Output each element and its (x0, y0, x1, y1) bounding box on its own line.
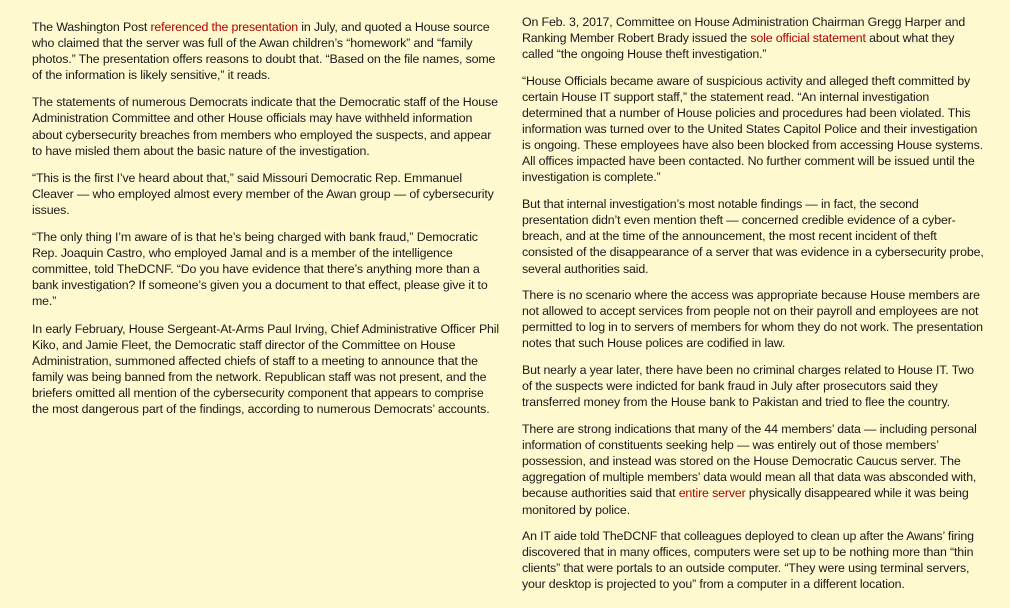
text-segment: There are strong indications that many of the 44 members’ data — including personal information of constituents seeking help — was entirely out of those members’ possession, and instead was stored on the House Democratic Caucus server. The aggregation of multiple members’ data would mean all that data was absconded with, because authorities said that (522, 422, 977, 501)
link-referenced-presentation[interactable]: referenced the presentation (150, 20, 298, 34)
text-segment: physically disappeared while it was being monitored by police. (522, 486, 969, 517)
text-segment: in July, and quoted a House source who claimed that the server was full of the Awan children’s “homework” and “family photos.” The presentation offers reasons to doubt that. “Based on the file names, some of the information is likely sensitive,” it reads. (32, 20, 496, 83)
text-segment: In early February, House Sergeant-At-Arms Paul Irving, Chief Administrative Officer Phil Kiko, and Jamie Fleet, the Democratic staff director of the Committee on House Administration, summoned affected chiefs of staff to a meeting to announce that the family was being banned from the network. Republican staff was not present, and the briefers omitted all mention of the cybersecurity component that appears to comprise the most dangerous part of the findings, according to numerous Democrats’ accounts. (32, 321, 500, 416)
text-segment: “This is the first I’ve heard about that,” said Missouri Democratic Rep. Emmanuel Cleaver — who employed almost every member of the Awan group — of cybersecurity issues. (32, 170, 494, 217)
text-segment: The statements of numerous Democrats indicate that the Democratic staff of the House Administration Committee and other House officials may have withheld information about cybersecurity breaches from members who employed the suspects, and appear to have misled them about the basic nature of the investigation. (32, 95, 498, 158)
paragraph (32, 94, 500, 158)
text-segment: But nearly a year later, there have been no criminal charges related to House IT. Two of the suspects were indicted for bank fraud in July after prosecutors said they transferred money from the House bank to Pakistan and tried to flee the country. (522, 363, 974, 410)
paragraph (522, 362, 984, 410)
text-segment: about what they called “the ongoing House theft investigation.” (522, 31, 955, 62)
left-column (32, 19, 500, 428)
text-segment: “House Officials became aware of suspicious activity and alleged theft committed by certain House IT support staff,” the statement read. “An internal investigation determined that a number of House policies and procedures had been violated. This information was turned over to the United States Capitol Police and their investigation is ongoing. These employees have also been blocked from accessing House systems. All offices impacted have been contacted. No further comment will be issued until the investigation is complete.” (522, 73, 983, 185)
paragraph (522, 14, 984, 62)
text-segment: There is no scenario where the access was appropriate because House members are not allowed to accept services from people not on their payroll and employees are not permitted to log in to servers of members for whom they do not work. The presentation notes that such House polices are codified in law. (522, 288, 983, 351)
text-segment: But that internal investigation’s most notable findings — in fact, the second presentation didn’t even mention theft — concerned credible evidence of a cyber-breach, and at the time of the announcement, the most recent incident of theft consisted of the disappearance of a server that was evidence in a cybersecurity probe, several authorities said. (522, 197, 984, 276)
link-sole-official-statement[interactable]: sole official statement (750, 31, 866, 46)
paragraph (32, 229, 500, 309)
paragraph (32, 19, 500, 83)
paragraph (522, 196, 984, 276)
text-segment: “The only thing I’m aware of is that he’s being charged with bank fraud,” Democratic Rep. Joaquin Castro, who employed Jamal and is a member of the intelligence committee, told TheDCNF. “Do you have evidence that there’s anything more than a bank investigation? If someone’s given you a document to that effect, please give it to me.” (32, 230, 488, 309)
text-segment: The Washington Post (32, 20, 151, 34)
paragraph (32, 321, 500, 418)
paragraph (522, 528, 984, 592)
paragraph (32, 170, 500, 218)
right-column (522, 14, 984, 603)
paragraph (522, 73, 984, 186)
text-segment: An IT aide told TheDCNF that colleagues deployed to clean up after the Awans’ firing discovered that in many offices, computers were set up to be nothing more than “thin clients” that were portals to an outside computer. “They were using terminal servers, your desktop is projected to you” from a computer in a different location. (522, 529, 974, 592)
paragraph (522, 421, 984, 518)
text-segment: On Feb. 3, 2017, Committee on House Administration Chairman Gregg Harper and Ranking Member Robert Brady issued the (522, 15, 966, 46)
link-entire-server[interactable]: entire server (678, 486, 746, 501)
paragraph (522, 287, 984, 351)
